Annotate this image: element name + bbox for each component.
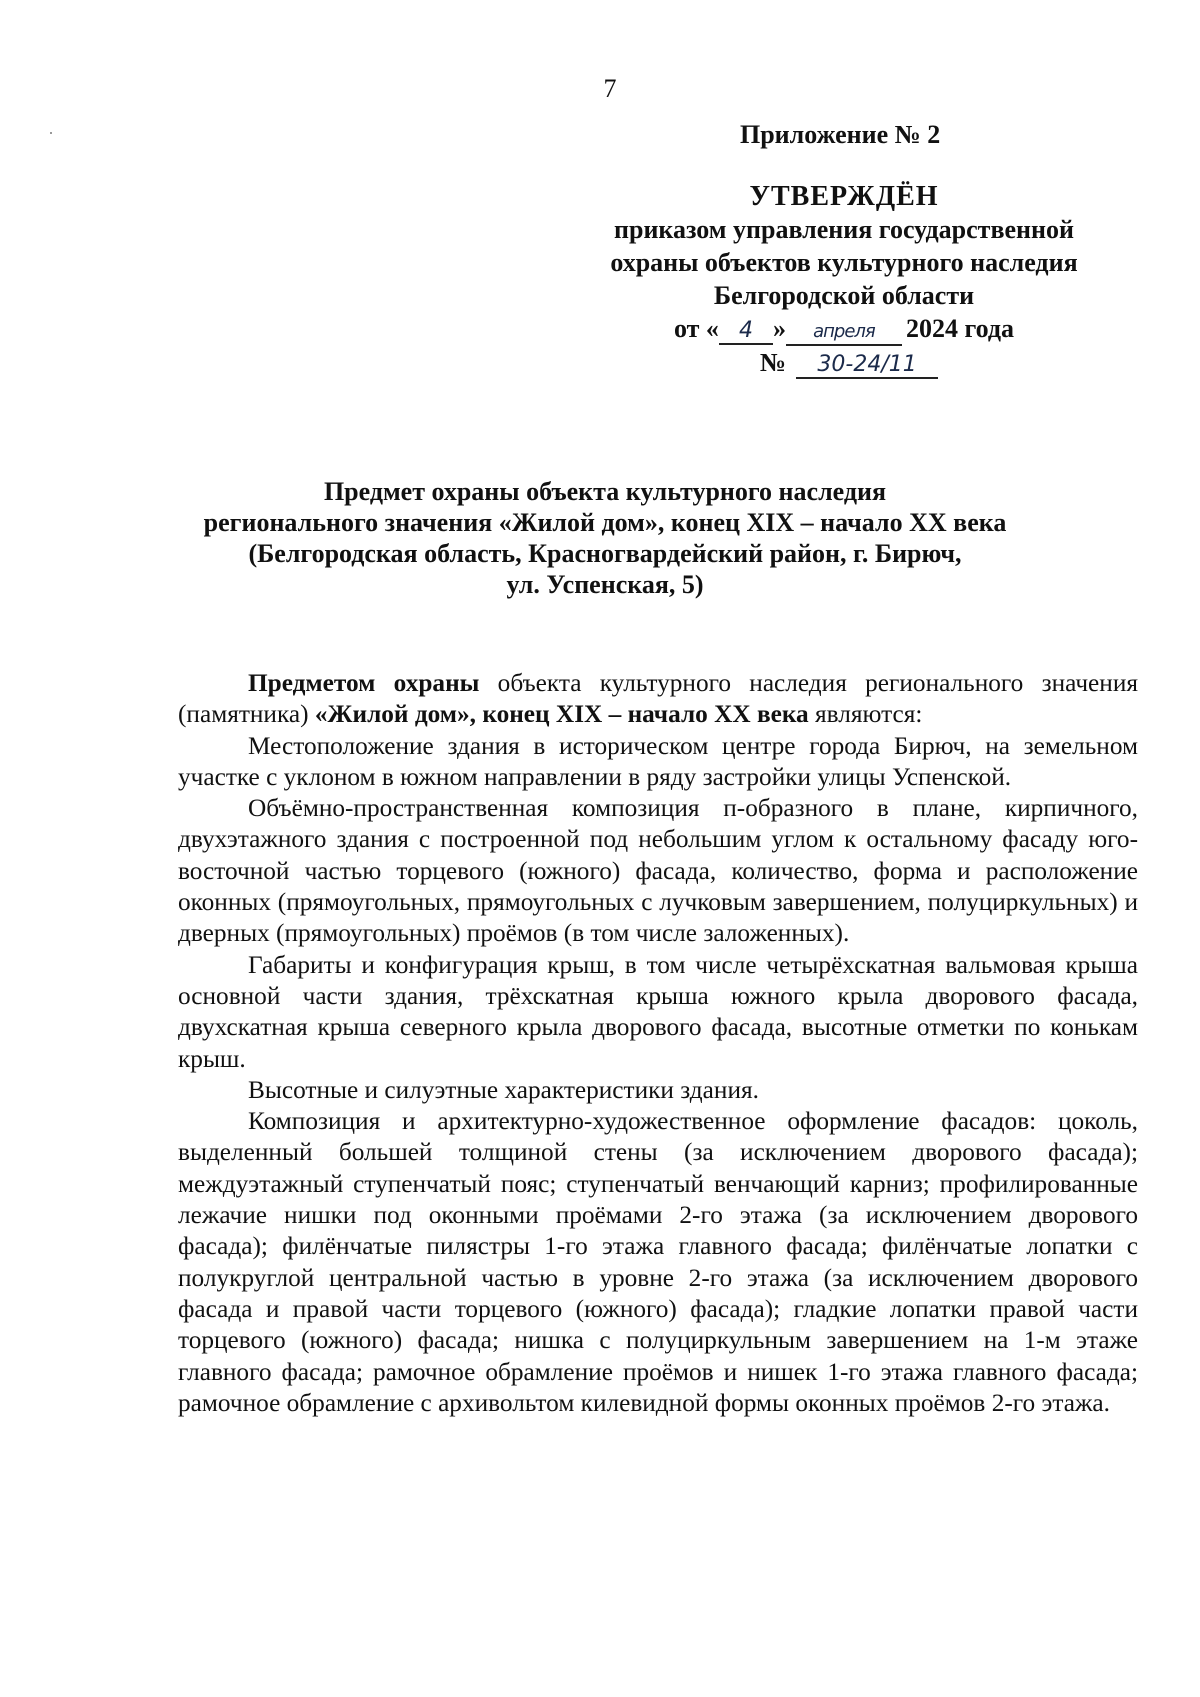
appendix-label: Приложение № 2 (740, 120, 941, 149)
paragraph-3: Объёмно-пространственная композиция п-образного в плане, кирпичного, двухэтажного здания с построенной под небольшим углом к остальному фасаду юго-восточной частью торцевого (южного) фасада, количество, форма и расположение оконных (прямоугольных, прямоугольных с лучковым завершением, полуциркульных) и дверных (прямоугольных) проёмов (в том числе заложенных). (178, 794, 1138, 948)
p1-bold-object: «Жилой дом», конец XIX – начало XX века (314, 700, 809, 729)
handwritten-number: 30-24/11 (796, 353, 938, 379)
p1-bold-lead: Предметом охраны (248, 669, 480, 697)
p1-text: объекта культурного наследия регионального значения (памятника) (178, 669, 1138, 729)
approval-number-line (578, 346, 1110, 379)
approval-date-line (578, 312, 1110, 346)
date-year: 2024 года (905, 314, 1014, 343)
document-body (178, 668, 1138, 1419)
approval-line-3: Белгородской области (713, 281, 975, 310)
p1-end: являются: (808, 700, 923, 729)
document-title (150, 476, 1060, 600)
paragraph-2: Местоположение здания в историческом центре города Бирюч, на земельном участке с уклоном в южном направлении в ряду застройки улицы Успенской. (178, 731, 1138, 791)
handwritten-day: 4 (719, 319, 773, 345)
paragraph-5: Высотные и силуэтные характеристики здания. (248, 1075, 759, 1104)
scan-speck (50, 132, 52, 134)
title-line-2: регионального значения «Жилой дом», конец XIX – начало XX века (203, 508, 1007, 537)
title-line-1: Предмет охраны объекта культурного наследия (323, 477, 887, 506)
approval-line-2: охраны объектов культурного наследия (610, 248, 1078, 277)
title-line-3: (Белгородская область, Красногвардейский район, г. Бирюч, (248, 539, 962, 568)
paragraph-6: Композиция и архитектурно-художественное оформление фасадов: цоколь, выделенный большей толщиной стены (за исключением дворового фасада); междуэтажный ступенчатый пояс; ступенчатый венчающий карниз; профилированные лежачие нишки под оконными проёмами 2-го этажа (за исключением дворового фасада); филёнчатые пилястры 1-го этажа главного фасада; филёнчатые лопатки с полукруглой центральной частью в уровне 2-го этажа (за исключением дворового фасада и правой части торцевого (южного) фасада); гладкие лопатки правой части торцевого (южного) фасада; нишка с полуциркульным завершением на 1-м этаже главного фасада; рамочное обрамление проёмов и нишек 1-го этажа главного фасада; рамочное обрамление с архивольтом килевидной формы оконных проёмов 2-го этажа. (178, 1107, 1138, 1417)
date-mid: » (772, 314, 786, 343)
approval-line-1: приказом управления государственной (614, 215, 1074, 244)
page-number: 7 (603, 74, 617, 103)
number-prefix: № (759, 348, 787, 377)
paragraph-4: Габариты и конфигурация крыш, в том числе четырёхскатная вальмовая крыша основной части здания, трёхскатная крыша южного крыла дворового фасада, двухскатная крыша северного крыла дворового фасада, высотные отметки по конькам крыш. (178, 950, 1138, 1073)
handwritten-month: апреля (786, 320, 902, 346)
title-line-4: ул. Успенская, 5) (506, 570, 704, 599)
approval-heading: УТВЕРЖДЁН (749, 181, 939, 212)
paragraph-1 (178, 668, 1138, 731)
approval-block (578, 180, 1110, 379)
date-prefix: от « (674, 314, 719, 343)
